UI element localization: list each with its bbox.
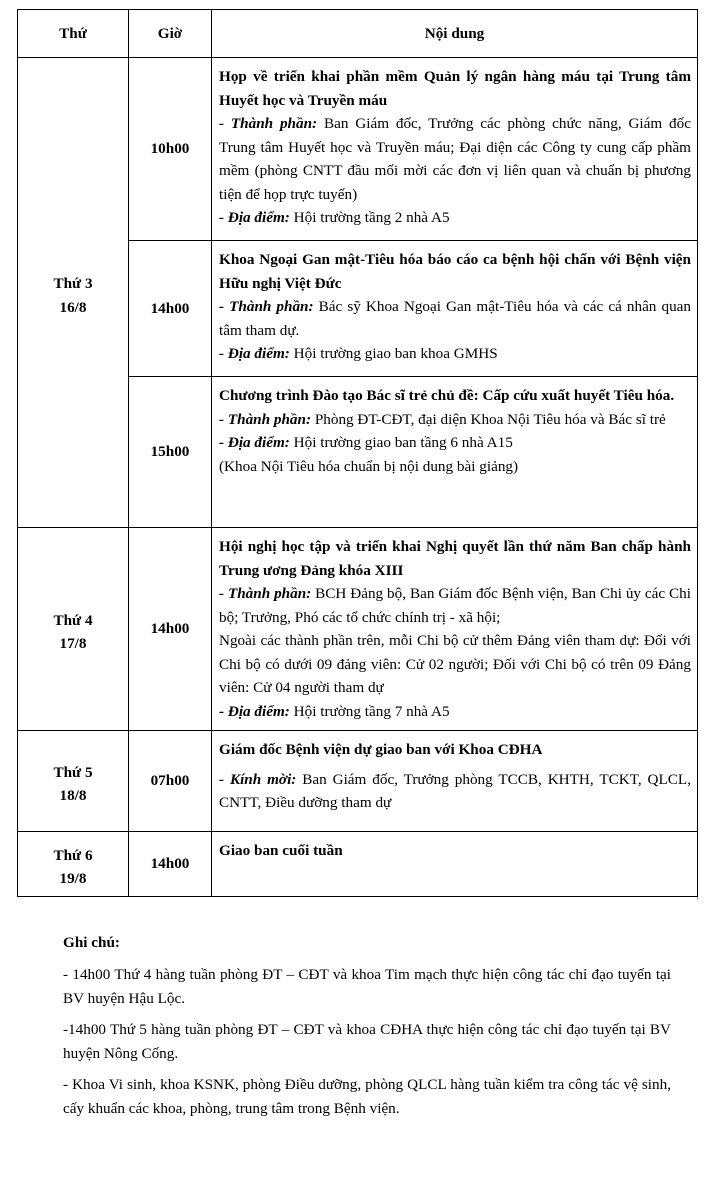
location-label: - Địa điểm: xyxy=(219,702,290,720)
day-cell xyxy=(18,832,129,897)
note-item: - 14h00 Thứ 4 hàng tuần phòng ĐT – CĐT và khoa Tim mạch thực hiện công tác chỉ đạo tuyến tại BV huyện Hậu Lộc. xyxy=(63,966,671,1007)
event-title: Chương trình Đào tạo Bác sĩ trẻ chủ đề: Cấp cứu xuất huyết Tiêu hóa. xyxy=(219,387,675,404)
invite-label: - Kính mời: xyxy=(219,770,297,788)
time-cell: 14h00 xyxy=(129,241,212,377)
location-text: Hội trường giao ban tầng 6 nhà A15 xyxy=(289,434,513,451)
day-cell xyxy=(18,731,129,832)
event-extra-note: (Khoa Nội Tiêu hóa chuẩn bị nội dung bài giảng) xyxy=(219,457,519,475)
header-time: Giờ xyxy=(129,10,212,58)
corner-mark: ‘ xyxy=(696,896,700,907)
event-invite xyxy=(219,768,691,815)
participants-text: Bác sỹ Khoa Ngoại Gan mật-Tiêu hóa và các cá nhân quan tâm tham dự. xyxy=(219,298,691,339)
participants-label: - Thành phần: xyxy=(219,410,312,428)
event-title: Họp về triển khai phần mềm Quản lý ngân hàng máu tại Trung tâm Huyết học và Truyền máu xyxy=(219,68,691,109)
event-participants xyxy=(219,408,691,432)
time-cell: 15h00 xyxy=(129,377,212,528)
day-cell xyxy=(18,528,129,731)
location-text: Hội trường tầng 2 nhà A5 xyxy=(289,209,450,226)
table-row xyxy=(18,731,698,832)
time-cell: 07h00 xyxy=(129,731,212,832)
event-location xyxy=(219,206,691,230)
content-cell xyxy=(212,731,698,832)
participants-label: - Thành phần: xyxy=(219,585,312,602)
participants-label: - Thành phần: xyxy=(219,115,318,132)
event-participants xyxy=(219,112,691,206)
event-participants xyxy=(219,295,691,342)
day-name: Thứ 5 xyxy=(53,763,93,781)
event-title: Giám đốc Bệnh viện dự giao ban với Khoa CĐHA xyxy=(219,741,543,758)
event-location xyxy=(219,342,691,366)
time-cell: 10h00 xyxy=(129,58,212,241)
table-row xyxy=(18,58,698,241)
day-name: Thứ 3 xyxy=(53,275,93,292)
event-participants xyxy=(219,582,691,629)
day-date: 17/8 xyxy=(59,635,87,652)
event-title: Giao ban cuối tuần xyxy=(219,842,343,859)
day-date: 18/8 xyxy=(59,787,87,804)
location-label: - Địa điểm: xyxy=(219,209,290,226)
event-location xyxy=(219,431,691,455)
location-label: - Địa điểm: xyxy=(219,434,290,451)
content-cell xyxy=(212,832,698,897)
table-header-row xyxy=(18,10,698,58)
content-cell xyxy=(212,377,698,528)
schedule-table xyxy=(17,9,698,897)
content-cell xyxy=(212,58,698,241)
event-title: Hội nghị học tập và triển khai Nghị quyết lần thứ năm Ban chấp hành Trung ương Đảng khóa XIII xyxy=(219,538,691,579)
note-item: - Khoa Vi sinh, khoa KSNK, phòng Điều dưỡng, phòng QLCL hàng tuần kiểm tra công tác vệ sinh, cấy khuẩn các khoa, phòng, trung tâm trong Bệnh viện. xyxy=(63,1076,671,1117)
header-day: Thứ xyxy=(18,10,129,58)
table-row xyxy=(18,528,698,731)
day-cell xyxy=(18,58,129,528)
participants-text: Ban Giám đốc, Trưởng các phòng chức năng, Giám đốc Trung tâm Huyết học và Truyền máu; Đại diện các Công ty cung cấp phầm mềm (phòng CNTT đầu mối mời các đơn vị liên quan và chuẩn bị phương tiện để họp trực tuyến) xyxy=(219,115,691,203)
day-name: Thứ 6 xyxy=(53,846,93,864)
day-date: 16/8 xyxy=(59,298,87,316)
event-extra-note: Ngoài các thành phần trên, mỗi Chi bộ cử thêm Đảng viên tham dự: Đối với Chi bộ có dưới 09 đảng viên: Cử 02 người; Đối với Chi bộ có trên 09 Đảng viên: Cử 04 người tham dự xyxy=(219,632,691,696)
table-row xyxy=(18,832,698,897)
notes-section xyxy=(63,931,671,1128)
event-location xyxy=(219,700,691,724)
participants-label: - Thành phần: xyxy=(219,298,314,315)
time-cell: 14h00 xyxy=(129,528,212,731)
header-content: Nội dung xyxy=(212,10,698,58)
invite-text: Ban Giám đốc, Trưởng phòng TCCB, KHTH, TCKT, QLCL, CNTT, Điều dưỡng tham dự xyxy=(219,770,691,811)
event-title: Khoa Ngoại Gan mật-Tiêu hóa báo cáo ca bệnh hội chẩn với Bệnh viện Hữu nghị Việt Đức xyxy=(219,251,691,292)
participants-text: BCH Đảng bộ, Ban Giám đốc Bệnh viện, Ban Chi ủy các Chi bộ; Trưởng, Phó các tổ chức chính trị - xã hội; xyxy=(219,585,691,626)
day-date: 19/8 xyxy=(59,870,87,887)
content-cell xyxy=(212,528,698,731)
location-text: Hội trường giao ban khoa GMHS xyxy=(289,345,498,362)
location-text: Hội trường tầng 7 nhà A5 xyxy=(289,702,450,720)
content-cell xyxy=(212,241,698,377)
time-cell: 14h00 xyxy=(129,832,212,897)
note-item: -14h00 Thứ 5 hàng tuần phòng ĐT – CĐT và khoa CĐHA thực hiện công tác chỉ đạo tuyến tại BV huyện Nông Cống. xyxy=(63,1021,671,1062)
day-name: Thứ 4 xyxy=(53,611,93,629)
participants-text: Phòng ĐT-CĐT, đại diện Khoa Nội Tiêu hóa và Bác sĩ trẻ xyxy=(311,410,666,428)
location-label: - Địa điểm: xyxy=(219,345,290,362)
notes-title: Ghi chú: xyxy=(63,934,120,951)
